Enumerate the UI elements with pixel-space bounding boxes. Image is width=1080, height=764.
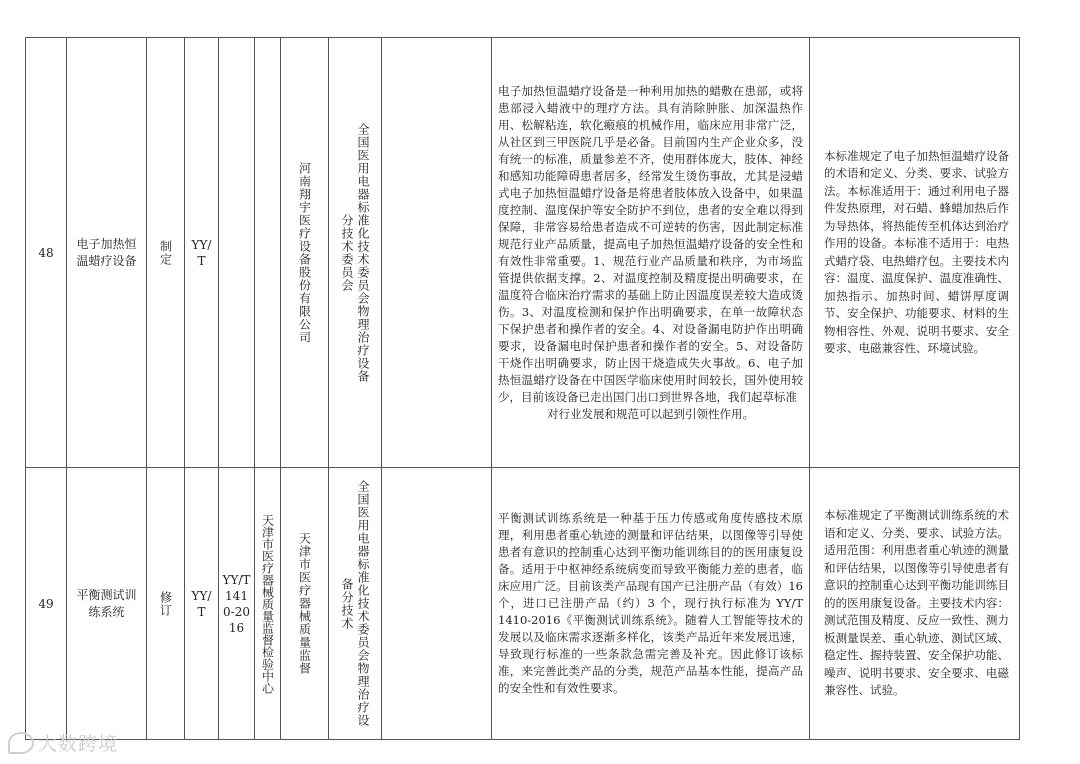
watermark-text: 大数跨境 — [38, 733, 119, 755]
technical-committee: 全国医用电器标准化技术委员会物理治疗设备分技术 — [329, 468, 382, 740]
drafting-organization: 天津市医疗器械质量监督检验中心 — [255, 468, 281, 740]
watermark — [8, 729, 118, 756]
drafting-organization — [255, 38, 281, 468]
extra-column — [382, 38, 492, 468]
undertaking-organization: 天津市医疗器械质量监督 — [281, 468, 329, 740]
watermark-logo-icon — [8, 732, 34, 754]
replaced-standard: YY/T 1410-2016 — [219, 468, 255, 740]
project-type: 制定 — [147, 38, 185, 468]
table-row — [26, 38, 1020, 468]
standard-level: YY/T — [185, 468, 219, 740]
scope-and-content: 本标准规定了电子加热恒温蜡疗设备的术语和定义、分类、要求、试验方法。本标准适用于：通过利用电子器件发热原理，对石蜡、蜂蜡加热后作为导热体，将热能传至机体达到治疗作用的设备。本标准不适用于：电热式蜡疗袋、电热蜡疗包。主要技术内容：温度、温度保护、温度准确性、加热指示、加热时间、蜡饼厚度调节、安全保护、功能要求、材料的生物相容性、外观、说明书要求、安全要求、电磁兼容性、环境试验。 — [810, 38, 1020, 468]
technical-committee: 全国医用电器标准化技术委员会物理治疗设备分技术委员会 — [329, 38, 382, 468]
row-number: 48 — [26, 38, 67, 468]
row-number: 49 — [26, 468, 67, 740]
replaced-standard — [219, 38, 255, 468]
scope-and-content: 本标准规定了平衡测试训练系统的术语和定义、分类、要求、试验方法。适用范围：利用患者重心轨迹的测量和评估结果，以图像等引导使患者有意识的控制重心达到平衡功能训练目的的医用康复设备。主要技术内容： 测试范围及精度、反应一致性、测力板测量误差、重心轨迹、测试区域、稳定性、握持装置、安全保护功能、噪声、说明书要求、安全要求、电磁兼容性、试验。 — [810, 468, 1020, 740]
project-name: 电子加热恒温蜡疗设备 — [67, 38, 147, 468]
project-description: 平衡测试训练系统是一种基于压力传感或角度传感技术原 理，利用患者重心轨迹的测量和评估结果，以图像等引导使患者有意识的控制重心达到平衡功能训练目的的医用康复设备。适用于中枢神经系统病变而导致平衡能力差的患者，临床应用广泛。目前该类产品现有国产已注册产品（有效）16个，进口已注册产品（约）3 个，现行执行标准为 YY/T 1410-2016《平衡测试训练系统》。随着人工智能等技术的发展以及临床需求逐渐多样化，该类产品近年来发展迅速， 导致现行标准的一些条款急需完善及补充。因此修订该标 准，来完善此类产品的分类，规范产品基本性能，提高产品的安全性和有效性要求。 — [492, 468, 810, 740]
undertaking-organization: 河南翔宇医疗设备股份有限公司 — [281, 38, 329, 468]
standards-table — [25, 37, 1020, 740]
table-row — [26, 468, 1020, 740]
project-name: 平衡测试训练系统 — [67, 468, 147, 740]
extra-column — [382, 468, 492, 740]
project-description: 电子加热恒温蜡疗设备是一种利用加热的蜡敷在患部，或将患部浸入蜡液中的理疗方法。具有消除肿胀、加深温热作 用、松解粘连，软化瘢痕的机械作用，临床应用非常广泛， 从社区到三甲医院几乎是必备。目前国内生产企业众多，没有统一的标准，质量参差不齐，使用群体庞大，肢体、神经和感知功能障碍患者居多，经常发生烫伤事故，尤其是浸蜡式电子加热恒温蜡疗设备是将患者肢体放入设备中，如果温度控制、温度保护等安全防护不到位，患者的安全难以得到保障，非常容易给患者造成不可逆转的伤害，因此制定标准规范行业产品质量，提高电子加热恒温蜡疗设备的安全性和有效性非常重要。1、规范行业产品质量和秩序，为市场监管提供依据支撑。2、对温度控制及精度提出明确要求，在温度符合临床治疗需求的基础上防止因温度误差较大造成烫伤。3、对温度检测和保护作出明确要求，在单一故障状态下保护患者和操作者的安全。4、对设备漏电防护作出明确要求，设备漏电时保护患者和操作者的安全。5、对设备防干烧作出明确要求，防止因干烧造成失火事故。6、电子加热恒温蜡疗设备在中国医学临床使用时间较长，国外使用较少，目前该设备已走出国门出口到世界各地，我们起草标准 对行业发展和规范可以起到引领性作用。 — [492, 38, 810, 468]
project-type: 修订 — [147, 468, 185, 740]
standard-level: YY/T — [185, 38, 219, 468]
